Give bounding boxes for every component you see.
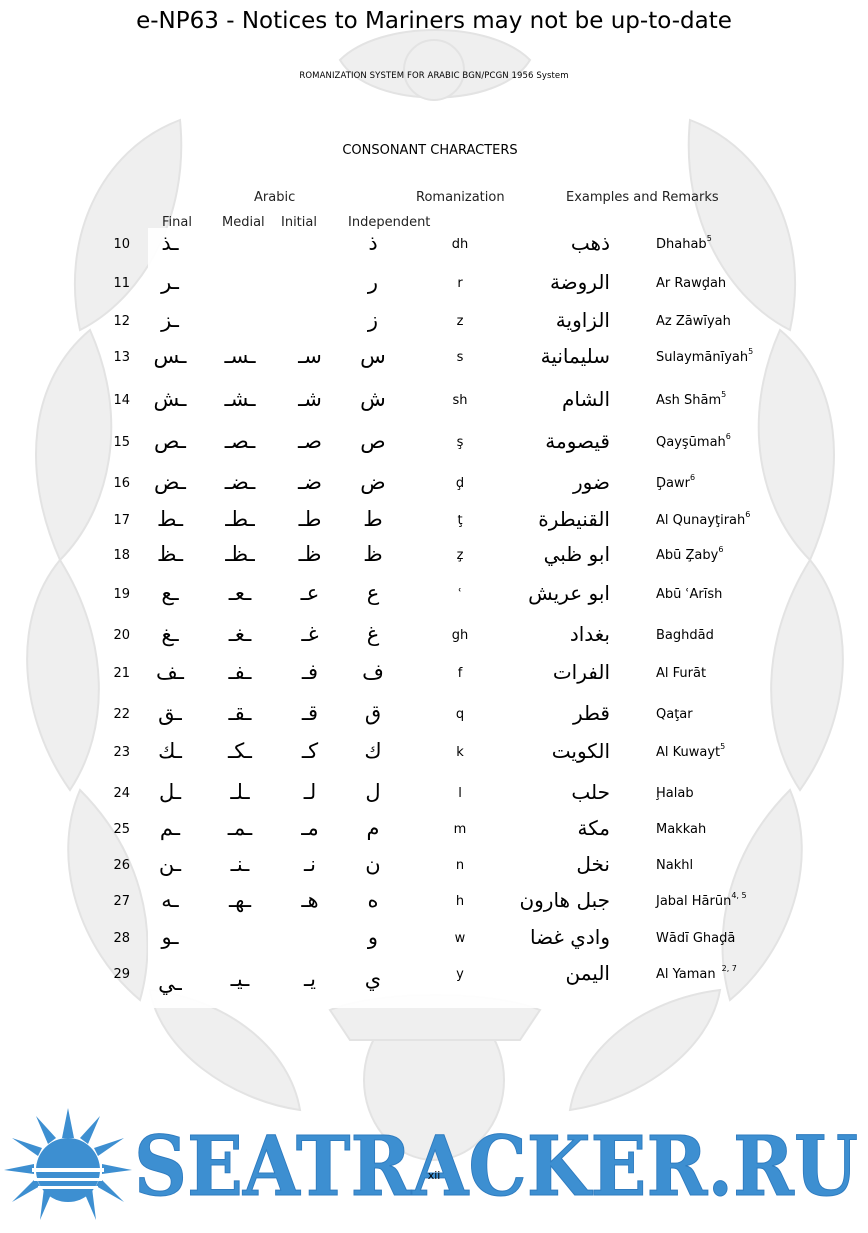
arabic-example: سليمانية (540, 344, 610, 368)
arabic-example: قيصومة (545, 429, 610, 453)
arabic-example: الروضة (549, 270, 610, 294)
remark-text: Ḩalab (656, 786, 694, 801)
final-form: ـص (154, 429, 186, 453)
header-examples: Examples and Remarks (566, 190, 719, 205)
final-form: ـل (158, 780, 182, 804)
independent-form: ر (367, 270, 379, 294)
arabic-example: القنيطرة (538, 507, 610, 531)
romanization: q (455, 707, 465, 722)
initial-form: كـ (301, 739, 319, 763)
final-form: ـو (161, 925, 179, 949)
brand-text: SEATRACKER.RU (134, 1123, 858, 1207)
remark (656, 347, 754, 365)
table-row (0, 925, 868, 969)
header-romanization: Romanization (416, 190, 505, 205)
document-title: e-NP63 - Notices to Mariners may not be up-to-date (136, 8, 732, 34)
independent-form: س (360, 344, 386, 368)
remark-text: Abū Z̧aby (656, 548, 719, 563)
row-number: 10 (113, 237, 130, 252)
table-row (0, 308, 868, 352)
remark-text: Dhahab (656, 237, 707, 252)
independent-form: م (366, 816, 380, 840)
independent-form: و (367, 925, 379, 949)
independent-form: ف (362, 660, 384, 684)
remark (656, 628, 714, 643)
independent-form: ش (360, 387, 386, 411)
remark-text: Makkah (656, 822, 707, 837)
final-form: ـم (159, 816, 181, 840)
arabic-example: جبل هارون (519, 888, 610, 912)
final-form: ـش (153, 387, 187, 411)
row-number: 23 (113, 745, 130, 760)
header-arabic: Arabic (254, 190, 296, 205)
final-form: ـظ (156, 542, 184, 566)
romanization: l (458, 786, 462, 801)
page-number: xii (427, 1169, 441, 1182)
romanization: dh (451, 237, 469, 252)
initial-form: هـ (301, 888, 319, 912)
medial-form: ـيـ (230, 967, 250, 991)
romanization: h (455, 894, 465, 909)
romanization: f (457, 666, 463, 681)
remark (656, 707, 693, 722)
medial-form: ـظـ (225, 542, 255, 566)
row-number: 19 (113, 587, 130, 602)
remark (656, 276, 726, 291)
independent-form: ي (364, 967, 382, 991)
romanization: w (454, 931, 466, 946)
independent-form: ك (364, 739, 382, 763)
final-form: ـذ (161, 231, 179, 255)
initial-form: ظـ (298, 542, 322, 566)
remark (656, 964, 737, 982)
header-independent: Independent (348, 215, 431, 230)
remark-text: Qayşūmah (656, 435, 726, 450)
table-row (0, 344, 868, 388)
remark (656, 742, 726, 760)
arabic-example: ضور (573, 470, 610, 494)
final-form: ـع (161, 581, 179, 605)
remark-text: Sulaymānīyah (656, 350, 749, 365)
romanization: ş (456, 435, 464, 450)
remark-text: Wādī Ghaḑā (656, 931, 736, 946)
remark-text: Qaţar (656, 707, 693, 722)
independent-form: ه (367, 888, 379, 912)
romanization: sh (452, 393, 468, 408)
arabic-example: الفرات (552, 660, 610, 684)
remark (656, 666, 706, 681)
row-number: 17 (113, 513, 130, 528)
row-number: 11 (113, 276, 130, 291)
initial-form: فـ (301, 660, 319, 684)
table-row (0, 622, 868, 666)
remark-text: Abū ʿArīsh (656, 587, 723, 602)
arabic-example: الكويت (551, 739, 610, 763)
final-form: ـك (158, 739, 182, 763)
row-number: 15 (113, 435, 130, 450)
arabic-example: وادي غضا (529, 925, 610, 949)
arabic-example: مكة (577, 816, 610, 840)
independent-form: ل (365, 780, 381, 804)
final-form: ـق (158, 701, 182, 725)
romanization: s (456, 350, 464, 365)
table-row (0, 888, 868, 932)
arabic-example: قطر (572, 701, 610, 725)
independent-form: ق (364, 701, 382, 725)
initial-form: نـ (304, 852, 316, 876)
final-form: ـس (153, 344, 187, 368)
remark (656, 234, 712, 252)
romanization: r (457, 276, 463, 291)
medial-form: ـعـ (228, 581, 252, 605)
document-subtitle: ROMANIZATION SYSTEM FOR ARABIC BGN/PCGN 1956 System (299, 71, 569, 81)
table-row (0, 816, 868, 860)
row-number: 14 (113, 393, 130, 408)
initial-form: قـ (301, 701, 319, 725)
independent-form: ذ (368, 231, 378, 255)
romanization: m (453, 822, 467, 837)
independent-form: ض (360, 470, 386, 494)
arabic-example: ابو ظبي (543, 542, 610, 566)
row-number: 13 (113, 350, 130, 365)
row-number: 25 (113, 822, 130, 837)
romanization: n (455, 858, 465, 873)
table-row (0, 231, 868, 275)
remark (656, 786, 694, 801)
remark (656, 931, 735, 946)
table-row (0, 470, 868, 514)
medial-form: ـشـ (224, 387, 256, 411)
romanization: ḑ (455, 476, 465, 491)
arabic-example: ذهب (570, 231, 610, 255)
arabic-example: اليمن (565, 961, 610, 985)
independent-form: ط (363, 507, 383, 531)
medial-form: ـكـ (228, 739, 252, 763)
remark-text: Ar Rawḑah (656, 276, 727, 291)
table-row (0, 780, 868, 824)
row-number: 27 (113, 894, 130, 909)
final-form: ـه (161, 888, 179, 912)
table-row (0, 270, 868, 314)
remark-text: Nakhl (656, 858, 694, 873)
final-form: ـط (156, 507, 184, 531)
footnote-ref: 5 (720, 742, 726, 751)
footnote-ref: 6 (689, 473, 696, 482)
row-number: 18 (113, 548, 130, 563)
romanization: y (456, 967, 464, 982)
table-row (0, 507, 868, 551)
medial-form: ـصـ (224, 429, 256, 453)
romanization: z̧ (456, 548, 464, 563)
medial-form: ـمـ (227, 816, 253, 840)
remark-text: Ash Shām (656, 393, 722, 408)
medial-form: ـهـ (229, 888, 251, 912)
remark-text: Al Qunayţirah (656, 513, 746, 528)
row-number: 28 (113, 931, 130, 946)
remark-text: Az Zāwīyah (656, 314, 731, 329)
final-form: ـن (158, 852, 182, 876)
footnote-ref: 6 (745, 510, 751, 519)
row-number: 22 (113, 707, 130, 722)
initial-form: صـ (298, 429, 322, 453)
initial-form: شـ (298, 387, 322, 411)
romanization: z (456, 314, 464, 329)
row-number: 12 (113, 314, 130, 329)
header-final: Final (162, 215, 192, 230)
remark-text: Jabal Hārūn (656, 894, 732, 909)
remark (656, 473, 696, 491)
row-number: 29 (113, 967, 130, 982)
footnote-ref: 4, 5 (731, 891, 747, 900)
medial-form: ـفـ (228, 660, 252, 684)
final-form: ـي (158, 971, 182, 995)
initial-form: مـ (301, 816, 319, 840)
table-row (0, 701, 868, 745)
initial-form: عـ (300, 581, 320, 605)
initial-form: ضـ (298, 470, 322, 494)
medial-form: ـلـ (230, 780, 250, 804)
final-form: ـض (154, 470, 186, 494)
romanization: gh (451, 628, 469, 643)
arabic-example: ابو عريش (528, 581, 610, 605)
medial-form: ـضـ (224, 470, 256, 494)
medial-form: ـغـ (228, 622, 252, 646)
row-number: 20 (113, 628, 130, 643)
table-row (0, 660, 868, 704)
row-number: 24 (113, 786, 130, 801)
independent-form: ظ (363, 542, 383, 566)
table-row (0, 961, 868, 1005)
initial-form: لـ (303, 780, 317, 804)
remark (656, 510, 751, 528)
sunburst-icon (4, 1108, 132, 1220)
arabic-example: نخل (576, 852, 610, 876)
remark (656, 858, 693, 873)
row-number: 16 (113, 476, 130, 491)
footnote-ref: 6 (718, 545, 724, 554)
arabic-example: الزاوية (555, 308, 610, 332)
remark-text: Ḑawr (656, 476, 690, 491)
remark (656, 587, 722, 602)
romanization: ţ (457, 513, 463, 528)
independent-form: ز (367, 308, 379, 332)
remark (656, 545, 724, 563)
row-number: 26 (113, 858, 130, 873)
table-row (0, 739, 868, 783)
final-form: ـر (161, 270, 179, 294)
final-form: ـف (156, 660, 184, 684)
table-row (0, 542, 868, 586)
remark (656, 891, 747, 909)
initial-form: غـ (301, 622, 319, 646)
footnote-ref: 2, 7 (721, 964, 737, 973)
table-row (0, 429, 868, 473)
footnote-ref: 5 (706, 234, 712, 243)
independent-form: ع (366, 581, 380, 605)
medial-form: ـقـ (228, 701, 252, 725)
footnote-ref: 5 (721, 390, 727, 399)
initial-form: طـ (298, 507, 322, 531)
remark (656, 390, 727, 408)
final-form: ـغ (161, 622, 179, 646)
arabic-example: الشام (562, 387, 610, 411)
romanization: k (456, 745, 464, 760)
footnote-ref: 5 (748, 347, 754, 356)
independent-form: ص (360, 429, 386, 453)
medial-form: ـسـ (224, 344, 256, 368)
romanization: ʿ (458, 587, 462, 602)
remark-text: Al Kuwayt (656, 745, 721, 760)
initial-form: سـ (298, 344, 322, 368)
remark (656, 822, 706, 837)
final-form: ـز (161, 308, 179, 332)
remark (656, 314, 731, 329)
arabic-example: بغداد (569, 622, 610, 646)
independent-form: غ (366, 622, 380, 646)
remark-text: Al Yaman (656, 967, 716, 982)
section-title: CONSONANT CHARACTERS (342, 143, 518, 158)
remark-text: Baghdād (656, 628, 714, 643)
initial-form: يـ (304, 967, 316, 991)
header-initial: Initial (281, 215, 317, 230)
table-row (0, 581, 868, 625)
row-number: 21 (113, 666, 130, 681)
brand-logo (132, 1123, 862, 1207)
remark-text: Al Furāt (656, 666, 707, 681)
independent-form: ن (365, 852, 381, 876)
medial-form: ـطـ (225, 507, 255, 531)
footnote-ref: 6 (725, 432, 731, 441)
table-row (0, 387, 868, 431)
arabic-example: حلب (571, 780, 610, 804)
medial-form: ـنـ (230, 852, 250, 876)
header-medial: Medial (222, 215, 265, 230)
remark (656, 432, 731, 450)
